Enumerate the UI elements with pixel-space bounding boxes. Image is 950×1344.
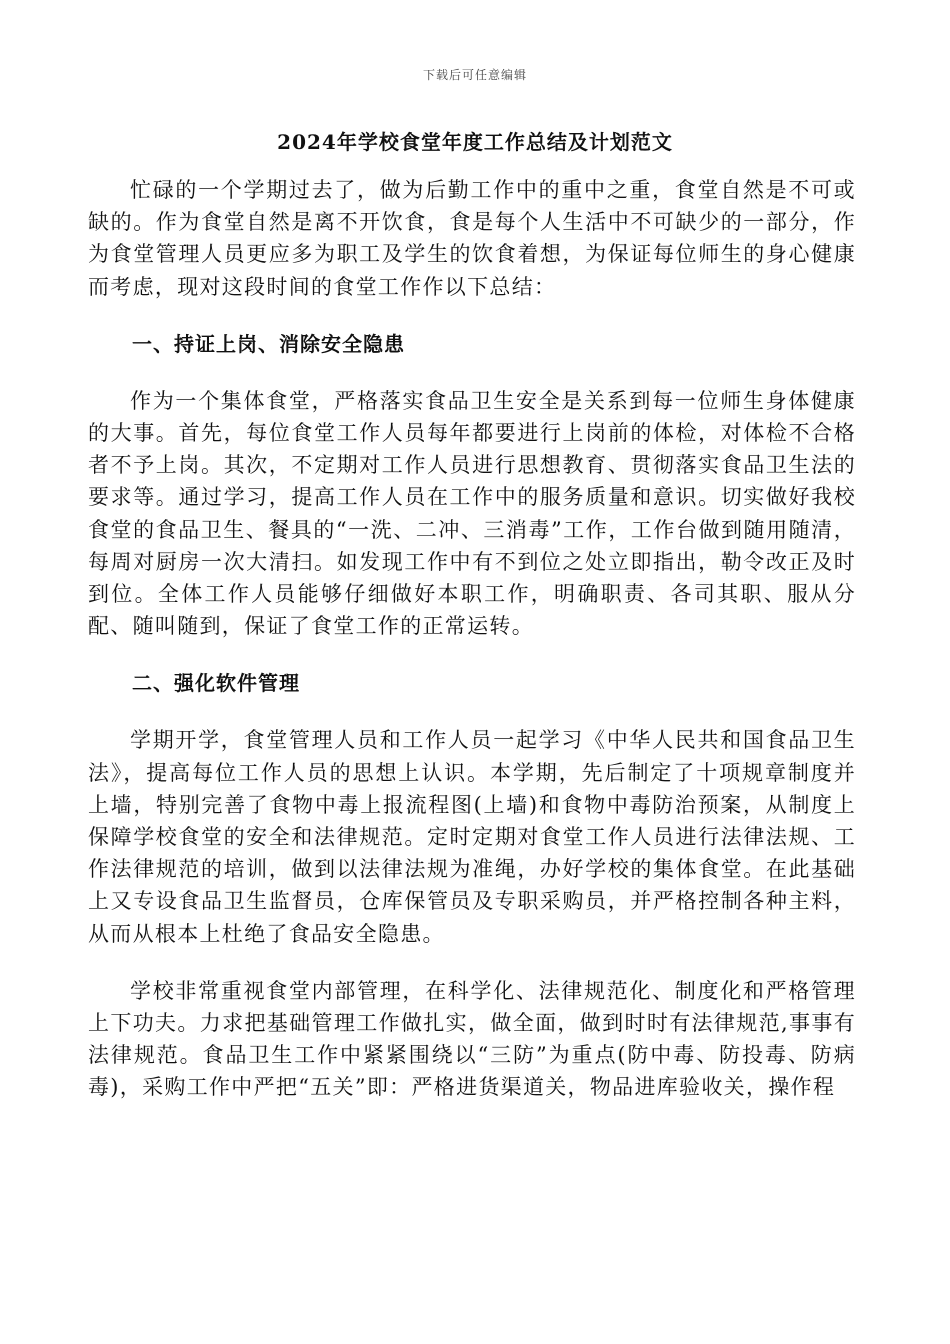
section-1-heading: 一、持证上岗、消除安全隐患 <box>132 331 405 356</box>
section-1-paragraph-1: 作为一个集体食堂，严格落实食品卫生安全是关系到每一位师生身体健康的大事。首先，每位食堂工作人员每年都要进行上岗前的体检，对体检不合格者不予上岗。其次，不定期对工作人员进行思想教育、贯彻落实食品卫生法的要求等。通过学习，提高工作人员在工作中的服务质量和意识。切实做好我校食堂的食品卫生、餐具的“一洗、二冲、三消毒”工作，工作台做到随用随清，每周对厨房一次大清扫。如发现工作中有不到位之处立即指出，勒令改正及时到位。全体工作人员能够仔细做好本职工作，明确职责、各司其职、服从分配、随叫随到，保证了食堂工作的正常运转。 <box>88 388 856 639</box>
intro-paragraph: 忙碌的一个学期过去了，做为后勤工作中的重中之重，食堂自然是不可或缺的。作为食堂自然是离不开饮食，食是每个人生活中不可缺少的一部分，作为食堂管理人员更应多为职工及学生的饮食着想，为保证每位师生的身心健康而考虑，现对这段时间的食堂工作作以下总结： <box>88 178 856 299</box>
header-note: 下载后可任意编辑 <box>422 68 527 82</box>
section-2-heading: 二、强化软件管理 <box>132 671 300 696</box>
section-2-paragraph-2: 学校非常重视食堂内部管理，在科学化、法律规范化、制度化和严格管理上下功夫。力求把基础管理工作做扎实，做全面，做到时时有法律规范,事事有法律规范。食品卫生工作中紧紧围绕以“三防”为重点(防中毒、防投毒、防病毒)，采购工作中严把“五关”即：严格进货渠道关，物品进库验收关，操作程 <box>88 978 856 1100</box>
document-title: 2024年学校食堂年度工作总结及计划范文 <box>277 130 673 154</box>
section-2-paragraph-1: 学期开学，食堂管理人员和工作人员一起学习《中华人民共和国食品卫生法》，提高每位工作人员的思想上认识。本学期，先后制定了十项规章制度并上墙，特别完善了食物中毒上报流程图(上墙)和食物中毒防治预案，从制度上保障学校食堂的安全和法律规范。定时定期对食堂工作人员进行法律法规、工作法律规范的培训，做到以法律法规为准绳，办好学校的集体食堂。在此基础上又专设食品卫生监督员，仓库保管员及专职采购员，并严格控制各种主料，从而从根本上杜绝了食品安全隐患。 <box>88 728 856 946</box>
document-body <box>88 174 856 1104</box>
